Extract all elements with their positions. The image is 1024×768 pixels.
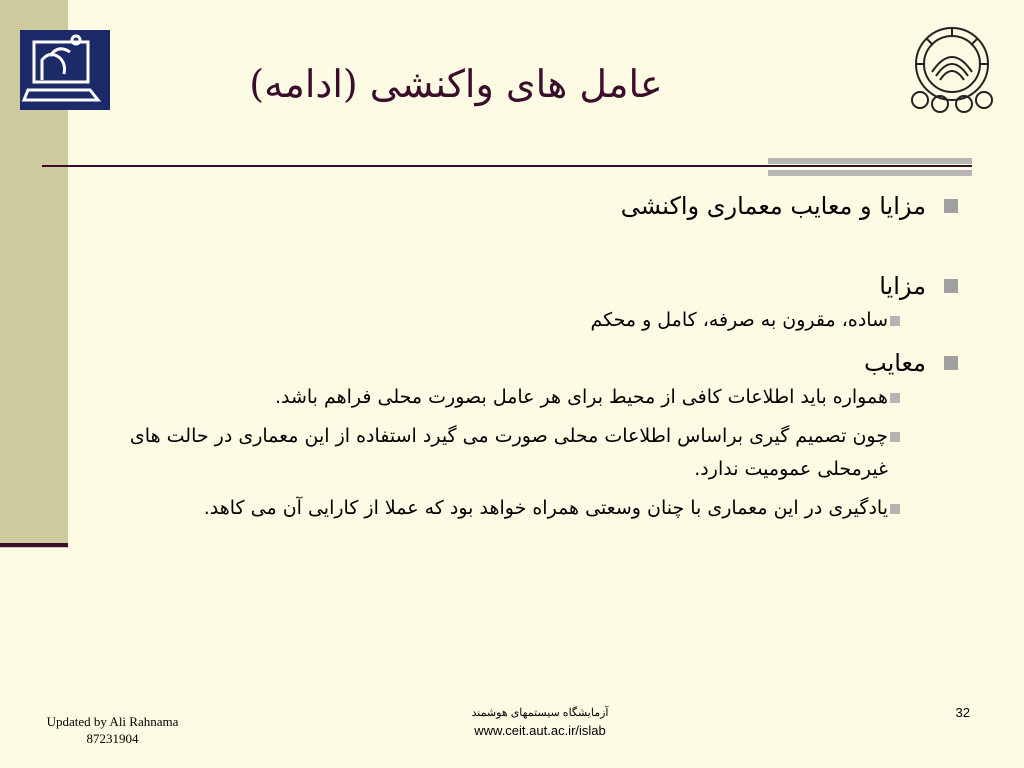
bullet-text: چون تصمیم گیری براساس اطلاعات محلی صورت می گیرد استفاده از این معماری در حالت های غیرمحلی عمومیت ندارد. (129, 425, 888, 480)
sub-bullet-item (100, 420, 944, 486)
author-name: Updated by Ali Rahnama (46, 714, 179, 729)
sub-bullet-item (100, 381, 944, 414)
lab-logo-icon (20, 30, 110, 110)
bullet-text: مزایا (879, 272, 926, 300)
bullet-item (100, 345, 964, 381)
bullet-item (100, 268, 964, 304)
author-id: 87231904 (86, 731, 139, 746)
square-bullet-icon (944, 356, 958, 370)
bullet-text: همواره باید اطلاعات کافی از محیط برای هر عامل بصورت محلی فراهم باشد. (274, 386, 888, 408)
square-bullet-icon (944, 279, 958, 293)
footer-lab (440, 705, 640, 739)
square-bullet-icon (890, 504, 900, 514)
bullet-text: یادگیری در این معماری با چنان وسعتی همراه خواهد بود که عملا از کارایی آن می کاهد. (203, 497, 888, 519)
bullet-text: ساده، مقرون به صرفه، کامل و محکم (590, 309, 888, 331)
lab-url[interactable]: www.ceit.aut.ac.ir/islab (474, 723, 606, 738)
bullet-text: مزایا و معایب معماری واکنشی (620, 192, 926, 220)
square-bullet-icon (890, 393, 900, 403)
sub-bullet-item (100, 492, 944, 525)
university-seal-icon (902, 22, 1002, 114)
bullet-item (100, 188, 964, 224)
square-bullet-icon (890, 432, 900, 442)
sub-bullet-item (100, 304, 944, 337)
side-divider (0, 543, 68, 547)
square-bullet-icon (944, 199, 958, 213)
title-accent-bar (768, 158, 972, 164)
page-number: 32 (955, 705, 970, 720)
footer-author (30, 713, 195, 747)
title-underline (42, 165, 972, 167)
title-accent-bar-lower (768, 170, 972, 176)
slide-body (100, 188, 964, 525)
square-bullet-icon (890, 316, 900, 326)
lab-name: آزمایشگاه سیستمهای هوشمند (471, 707, 609, 719)
slide-title: عامل های واکنشی (ادامه) (249, 62, 663, 106)
bullet-text: معایب (864, 349, 926, 377)
